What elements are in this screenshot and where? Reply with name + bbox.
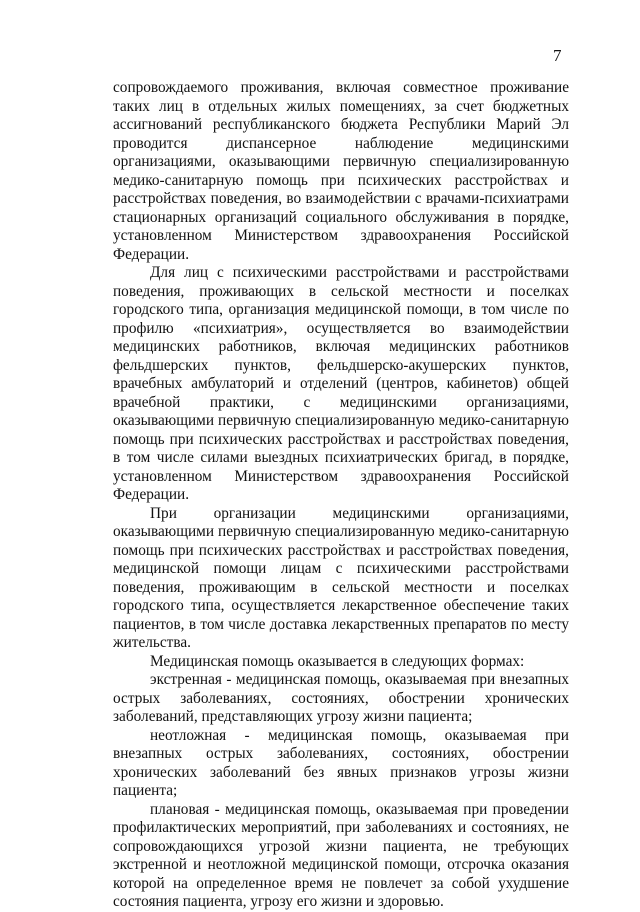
- paragraph-emergency-care: экстренная - медицинская помощь, оказываемая при внезапных острых заболеваниях, состояниях, обострении хронических заболеваний, представляющих угрозу жизни пациента;: [113, 671, 569, 725]
- paragraph-urgent-care: неотложная - медицинская помощь, оказываемая при внезапных острых заболеваниях, состояниях, обострении хронических заболеваний без явных признаков угрозы жизни пациента;: [113, 726, 569, 799]
- paragraph-continuation: сопровождаемого проживания, включая совместное проживание таких лиц в отдельных жилых помещениях, за счет бюджетных ассигнований республиканского бюджета Республики Марий Эл проводится диспансерное наблюдение медицинскими организациями, оказывающими первичную специализированную медико-санитарную помощь при психических расстройствах и расстройствах поведения, во взаимодействии с врачами-психиатрами стационарных организаций социального обслуживания в порядке, установленном Министерством здравоохранения Российской Федерации.: [113, 79, 569, 263]
- paragraph-care-forms-intro: Медицинская помощь оказывается в следующих формах:: [150, 652, 525, 670]
- paragraph-rural-care: Для лиц с психическими расстройствами и расстройствами поведения, проживающих в сельской местности и поселках городского типа, организация медицинской помощи, в том числе по профилю «психиатрия», осуществляется во взаимодействии медицинских работников, включая медицинских работников фельдшерских пунктов, фельдшерско-акушерских пунктов, врачебных амбулаторий и отделений (центров, кабинетов) общей врачебной практики, с медицинскими организациями, оказывающими первичную специализированную медико-санитарную помощь при психических расстройствах и расстройствах поведения, в том числе силами выездных психиатрических бригад, в порядке, установленном Министерством здравоохранения Российской Федерации.: [113, 264, 569, 503]
- paragraph-drug-supply: При организации медицинскими организациями, оказывающими первичную специализированную медико-санитарную помощь при психических расстройствах и расстройствах поведения, медицинской помощи лицам с психическими расстройствами поведения, проживающим в сельской местности и поселках городского типа, осуществляется лекарственное обеспечение таких пациентов, в том числе доставка лекарственных препаратов по месту жительства.: [113, 504, 569, 651]
- page-number: 7: [553, 46, 562, 65]
- paragraph-planned-care: плановая - медицинская помощь, оказываемая при проведении профилактических мероприятий, при заболеваниях и состояниях, не сопровождающихся угрозой жизни пациента, не требующих экстренной и неотложной медицинской помощи, отсрочка оказания которой на определенное время не повлечет за собой ухудшение состояния пациента, угрозу его жизни и здоровью.: [113, 800, 569, 910]
- document-body: [113, 79, 569, 912]
